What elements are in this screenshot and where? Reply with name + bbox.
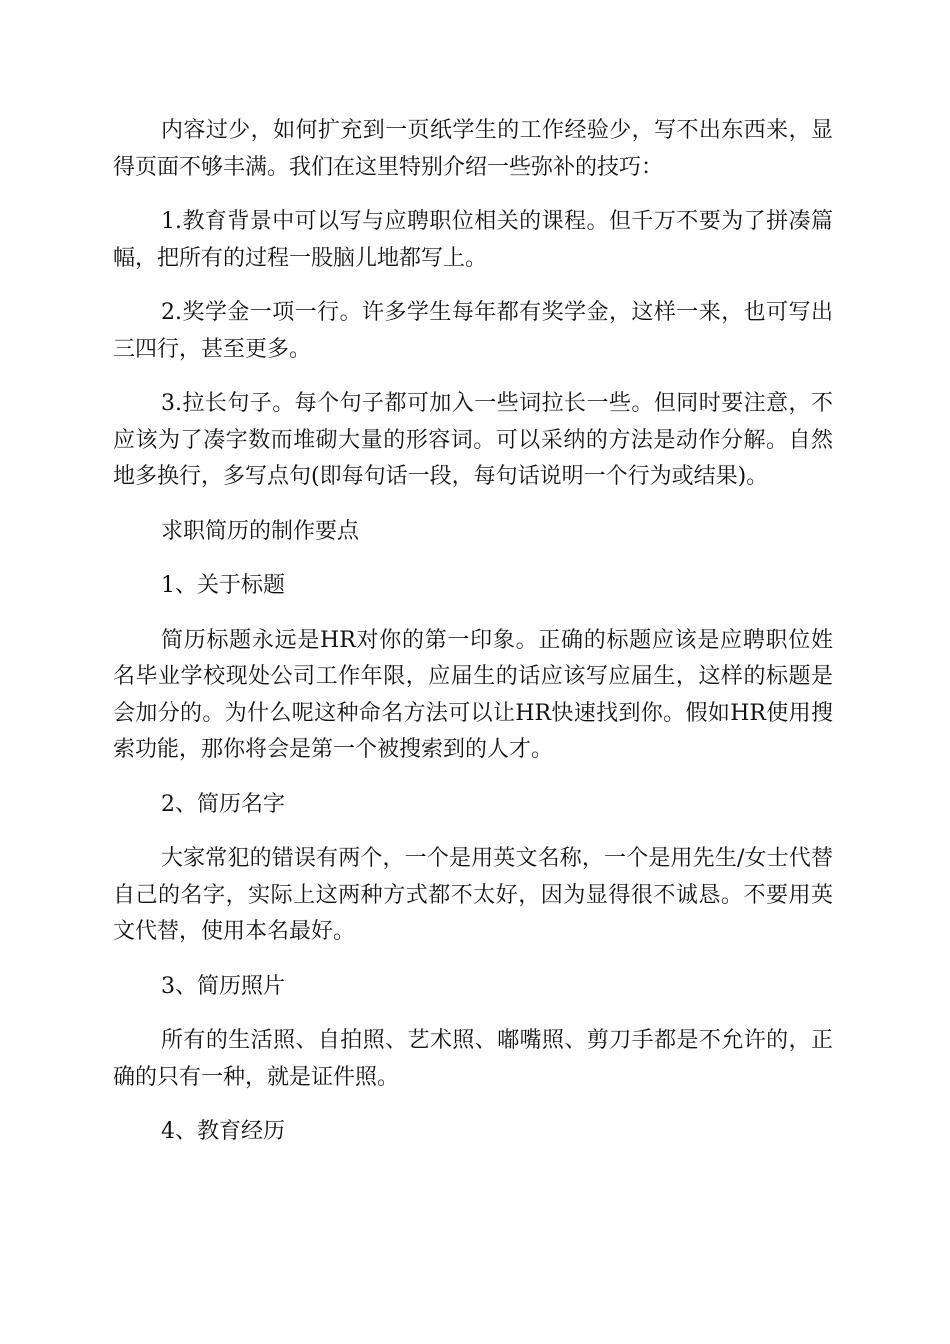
paragraph-tip-1: 1.教育背景中可以写与应聘职位相关的课程。但千万不要为了拼凑篇幅，把所有的过程一股脑儿地都写上。 <box>113 209 833 271</box>
heading-title: 1、关于标题 <box>161 573 285 598</box>
heading-education: 4、教育经历 <box>161 1119 285 1144</box>
section-heading-resume-essentials: 求职简历的制作要点 <box>161 518 360 544</box>
paragraph-title: 简历标题永远是HR对你的第一印象。正确的标题应该是应聘职位姓名毕业学校现处公司工作年限，应届生的话应该写应届生，这样的标题是会加分的。为什么呢这种命名方法可以让HR快速找到你。假如HR使用搜索功能，那你将会是第一个被搜索到的人才。 <box>113 627 833 762</box>
paragraph-resume-photo: 所有的生活照、自拍照、艺术照、嘟嘴照、剪刀手都是不允许的，正确的只有一种，就是证件照。 <box>113 1028 833 1090</box>
document-body <box>113 113 833 1169</box>
heading-resume-photo: 3、简历照片 <box>161 973 285 999</box>
paragraph-tip-3: 3.拉长句子。每个句子都可加入一些词拉长一些。但同时要注意，不应该为了凑字数而堆砌大量的形容词。可以采纳的方法是动作分解。自然地多换行，多写点句(即每句话一段，每句话说明一个行为或结果)。 <box>113 391 833 489</box>
heading-resume-name: 2、简历名字 <box>161 791 285 817</box>
paragraph-resume-name: 大家常犯的错误有两个，一个是用英文名称，一个是用先生/女士代替自己的名字，实际上这两种方式都不太好，因为显得很不诚恳。不要用英文代替，使用本名最好。 <box>113 846 833 944</box>
paragraph-tip-2: 2.奖学金一项一行。许多学生每年都有奖学金，这样一来，也可写出三四行，甚至更多。 <box>113 300 833 362</box>
paragraph-intro: 内容过少，如何扩充到一页纸学生的工作经验少，写不出东西来，显得页面不够丰满。我们在这里特别介绍一些弥补的技巧： <box>113 118 833 180</box>
